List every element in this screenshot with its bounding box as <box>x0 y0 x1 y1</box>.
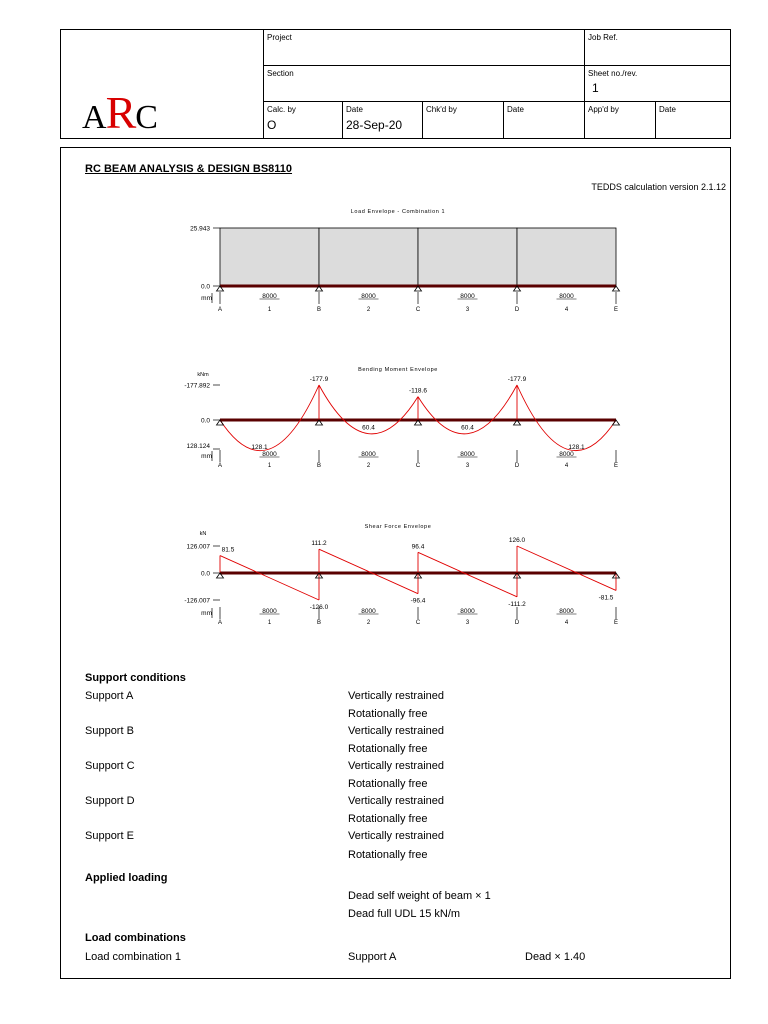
support-conditions-heading: Support conditions <box>85 672 186 684</box>
support-a-line1: Vertically restrained <box>348 690 444 702</box>
span-number-label: 2 <box>366 463 371 469</box>
span-length-label: 8000 <box>361 293 376 300</box>
support-e-name: Support E <box>85 830 134 842</box>
y-tick-label: -126.007 <box>184 597 210 605</box>
load-bar <box>418 228 517 286</box>
support-label: C <box>415 463 421 469</box>
span-number-label: 4 <box>564 307 569 313</box>
load-bar <box>220 228 319 286</box>
support-label: A <box>217 463 223 469</box>
date2-label: Date <box>507 105 524 114</box>
bending-moment-title: Bending Moment Envelope <box>358 367 438 373</box>
job-ref-label: Job Ref. <box>588 33 618 42</box>
unit-label: mm <box>201 453 212 460</box>
load-combination-factor: Dead × 1.40 <box>525 951 586 963</box>
support-c-name: Support C <box>85 760 135 772</box>
span-number-label: 3 <box>465 620 470 626</box>
calc-by-label: Calc. by <box>267 105 296 114</box>
support-label: A <box>217 620 223 626</box>
span-length-label: 8000 <box>262 608 277 615</box>
moment-curve <box>220 385 319 451</box>
y-tick-label: 126.007 <box>186 543 210 551</box>
y-tick-label: 25.943 <box>190 225 210 233</box>
unit-label: mm <box>201 295 212 302</box>
span-length-label: 8000 <box>262 293 277 300</box>
shear-start-label: 96.4 <box>411 543 425 551</box>
applied-loading-heading: Applied loading <box>85 872 168 884</box>
applied-loading-line2: Dead full UDL 15 kN/m <box>348 908 461 920</box>
support-label: D <box>514 307 520 313</box>
load-bar <box>319 228 418 286</box>
version-text: TEDDS calculation version 2.1.12 <box>591 182 726 192</box>
support-label: E <box>613 307 619 313</box>
span-number-label: 1 <box>267 620 272 626</box>
y-tick-label: 0.0 <box>200 417 210 425</box>
load-combination-name: Load combination 1 <box>85 951 182 963</box>
span-length-label: 8000 <box>559 293 574 300</box>
calc-by-value: O <box>267 118 277 132</box>
support-e-line2: Rotationally free <box>348 849 428 861</box>
date-value: 28-Sep-20 <box>346 118 403 132</box>
shear-line <box>220 556 319 600</box>
shear-line <box>418 552 517 596</box>
unit-label: mm <box>201 610 212 617</box>
shear-line <box>517 546 616 590</box>
span-moment-label: 60.4 <box>461 424 474 432</box>
support-label: B <box>316 620 322 626</box>
span-number-label: 3 <box>465 307 470 313</box>
span-length-label: 8000 <box>559 608 574 615</box>
y-tick-label: 128.124 <box>186 443 210 450</box>
support-d-name: Support D <box>85 795 135 807</box>
y-unit-label: kN <box>199 531 207 537</box>
shear-start-label: 81.5 <box>221 546 235 554</box>
support-moment-label: -118.6 <box>409 387 427 395</box>
span-number-label: 2 <box>366 307 371 313</box>
span-length-label: 8000 <box>460 608 475 615</box>
applied-loading-line1: Dead self weight of beam × 1 <box>348 890 491 902</box>
support-label: A <box>217 307 223 313</box>
support-label: B <box>316 307 322 313</box>
moment-curve <box>517 385 616 451</box>
span-length-label: 8000 <box>262 451 277 458</box>
support-b-line1: Vertically restrained <box>348 725 444 737</box>
sheet-value: 1 <box>592 81 599 95</box>
span-number-label: 1 <box>267 307 272 313</box>
page-title: RC BEAM ANALYSIS & DESIGN BS8110 <box>85 163 293 175</box>
support-a-name: Support A <box>85 690 134 702</box>
support-label: C <box>415 620 421 626</box>
support-moment-label: -177.9 <box>309 375 329 383</box>
sheet-label: Sheet no./rev. <box>588 69 638 78</box>
shear-end-label: -111.2 <box>508 600 526 608</box>
span-length-label: 8000 <box>460 293 475 300</box>
shear-end-label: -96.4 <box>410 597 426 605</box>
date3-label: Date <box>659 105 676 114</box>
chkd-label: Chk'd by <box>426 105 457 114</box>
support-c-line2: Rotationally free <box>348 778 428 790</box>
shear-start-label: 126.0 <box>508 537 526 545</box>
span-length-label: 8000 <box>361 608 376 615</box>
appd-label: App'd by <box>588 105 619 114</box>
shear-line <box>319 549 418 593</box>
support-a-line2: Rotationally free <box>348 708 428 720</box>
span-moment-label: 128.1 <box>251 443 268 451</box>
span-number-label: 2 <box>366 620 371 626</box>
span-number-label: 4 <box>564 620 569 626</box>
span-number-label: 4 <box>564 463 569 469</box>
support-label: C <box>415 307 421 313</box>
y-tick-label: 0.0 <box>200 570 210 578</box>
section-label: Section <box>267 69 294 78</box>
support-label: E <box>613 463 619 469</box>
y-unit-label: kNm <box>197 372 209 378</box>
support-label: E <box>613 620 619 626</box>
support-c-line1: Vertically restrained <box>348 760 444 772</box>
y-tick-label: 0.0 <box>200 283 210 291</box>
load-combinations-heading: Load combinations <box>85 932 186 944</box>
y-tick-label: -177.892 <box>184 382 210 390</box>
shear-start-label: 111.2 <box>311 540 327 548</box>
span-number-label: 1 <box>267 463 272 469</box>
load-combination-support: Support A <box>348 951 397 963</box>
support-b-line2: Rotationally free <box>348 743 428 755</box>
shear-end-label: -126.0 <box>309 603 329 611</box>
span-moment-label: 128.1 <box>568 443 585 451</box>
support-e-line1: Vertically restrained <box>348 830 444 842</box>
support-d-line1: Vertically restrained <box>348 795 444 807</box>
span-length-label: 8000 <box>460 451 475 458</box>
support-label: D <box>514 620 520 626</box>
support-d-line2: Rotationally free <box>348 813 428 825</box>
shear-end-label: -81.5 <box>598 594 614 602</box>
date-label: Date <box>346 105 363 114</box>
support-label: B <box>316 463 322 469</box>
arc-logo: ARC <box>82 87 157 138</box>
shear-force-title: Shear Force Envelope <box>364 524 432 530</box>
support-moment-label: -177.9 <box>507 375 527 383</box>
load-envelope-title: Load Envelope - Combination 1 <box>350 209 446 215</box>
load-bar <box>517 228 616 286</box>
support-label: D <box>514 463 520 469</box>
support-b-name: Support B <box>85 725 134 737</box>
project-label: Project <box>267 33 292 42</box>
span-length-label: 8000 <box>361 451 376 458</box>
span-number-label: 3 <box>465 463 470 469</box>
span-moment-label: 60.4 <box>362 424 375 432</box>
span-length-label: 8000 <box>559 451 574 458</box>
